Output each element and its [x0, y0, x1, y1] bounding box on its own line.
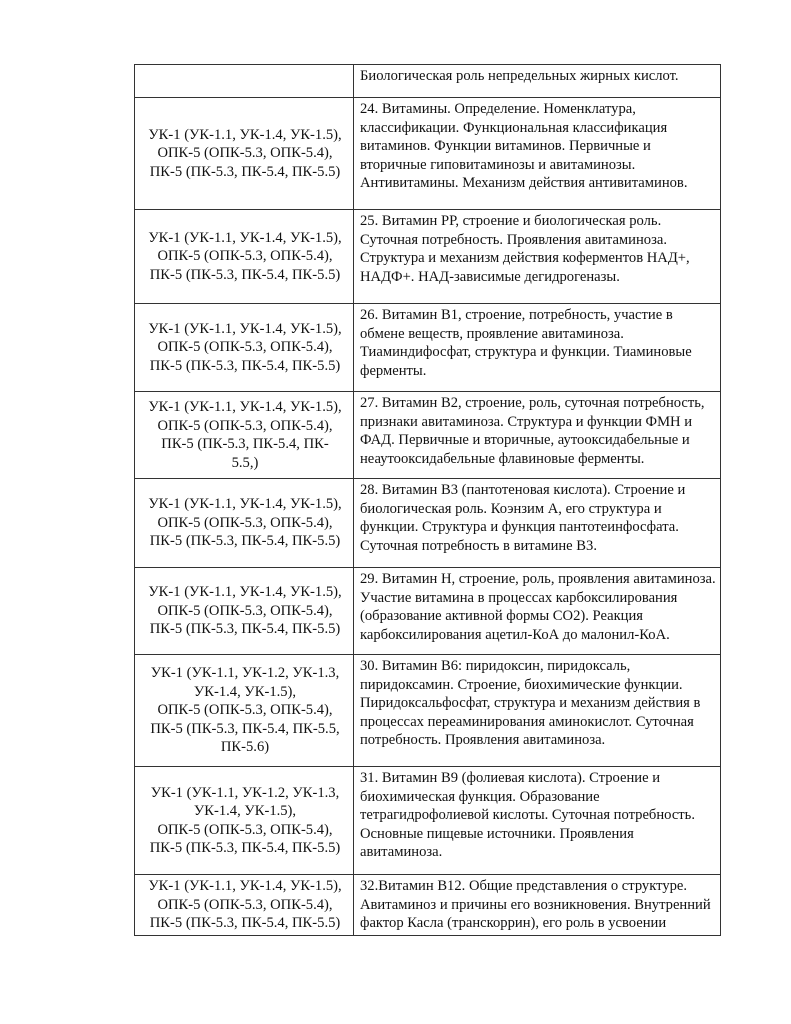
competency-codes-cell	[135, 65, 354, 98]
topic-line: Тиаминдифосфат, структура и функции. Тиаминовые	[360, 344, 692, 360]
topic-line: функции. Структура и функция пантотеинфосфата.	[360, 519, 679, 535]
table-row	[135, 65, 721, 98]
topic-cell	[354, 568, 721, 655]
competency-code-line: ОПК-5 (ОПК-5.3, ОПК-5.4),	[157, 417, 333, 434]
topic-line: тетрагидрофолиевой кислоты. Суточная потребность.	[360, 807, 695, 823]
competency-codes-cell	[135, 479, 354, 568]
topic-line: биохимическая функция. Образование	[360, 788, 600, 805]
table-row	[135, 875, 721, 936]
competency-code-line: ПК-5.6)	[220, 739, 270, 756]
topic-line: 25. Витамин РР, строение и биологическая роль.	[360, 213, 662, 229]
topic-cell	[354, 767, 721, 875]
topic-cell	[354, 65, 721, 98]
competency-code-line: УК-1 (УК-1.1, УК-1.2, УК-1.3,	[150, 784, 340, 801]
topic-line: (образование активной формы СО2). Реакция	[360, 608, 643, 624]
competency-code-line: ПК-5 (ПК-5.3, ПК-5.4, ПК-	[161, 436, 329, 452]
topic-line: Пиридоксальфосфат, структура и механизм действия в	[360, 695, 701, 711]
competency-code-line: ПК-5 (ПК-5.3, ПК-5.4, ПК-5.5)	[149, 840, 341, 856]
topic-line: 29. Витамин Н, строение, роль, проявления авитаминоза.	[360, 571, 716, 587]
competency-codes-cell	[135, 655, 354, 767]
competency-code-line: ПК-5 (ПК-5.3, ПК-5.4, ПК-5.5)	[149, 163, 341, 180]
topic-line: обмене веществ, проявление авитаминоза.	[360, 325, 624, 342]
competency-code-line: ОПК-5 (ОПК-5.3, ОПК-5.4),	[157, 896, 333, 913]
competency-code-line: УК-1 (УК-1.1, УК-1.4, УК-1.5),	[148, 496, 342, 513]
competency-code-line: УК-1.4, УК-1.5),	[193, 683, 297, 700]
topic-cell	[354, 304, 721, 392]
topic-line: Участие витамина в процессах карбоксилирования	[360, 589, 678, 606]
table-row	[135, 304, 721, 392]
topic-line: 32.Витамин В12. Общие представления о структуре.	[360, 878, 688, 894]
competency-code-line: УК-1 (УК-1.1, УК-1.2, УК-1.3,	[150, 665, 340, 682]
competency-code-line: УК-1 (УК-1.1, УК-1.4, УК-1.5),	[148, 584, 342, 601]
topic-cell	[354, 655, 721, 767]
topic-cell	[354, 98, 721, 210]
competency-code-line: УК-1 (УК-1.1, УК-1.4, УК-1.5),	[148, 399, 342, 415]
competency-codes-cell	[135, 875, 354, 936]
topic-line: Суточная потребность в витамине В3.	[360, 537, 597, 554]
competency-code-line: ПК-5 (ПК-5.3, ПК-5.4, ПК-5.5)	[149, 357, 341, 374]
topic-line: пиридоксамин. Строение, биохимические функции.	[360, 676, 683, 693]
topic-line: неаутооксидабельные флавиновые ферменты.	[360, 450, 645, 467]
topic-cell	[354, 210, 721, 304]
topic-line: 31. Витамин В9 (фолиевая кислота). Строение и	[360, 770, 661, 786]
competency-code-line: УК-1 (УК-1.1, УК-1.4, УК-1.5),	[148, 126, 342, 143]
competency-code-line: ПК-5 (ПК-5.3, ПК-5.4, ПК-5.5)	[149, 915, 341, 931]
competency-code-line: ОПК-5 (ОПК-5.3, ОПК-5.4),	[157, 514, 333, 531]
topic-line: 28. Витамин В3 (пантотеновая кислота). Строение и	[360, 482, 686, 498]
table-row	[135, 98, 721, 210]
competency-codes-cell	[135, 210, 354, 304]
topic-line: Биологическая роль непредельных жирных кислот.	[360, 68, 679, 84]
competency-codes-cell	[135, 304, 354, 392]
competency-code-line: ОПК-5 (ОПК-5.3, ОПК-5.4),	[157, 702, 333, 719]
topic-line: ферменты.	[360, 362, 427, 379]
table-row	[135, 568, 721, 655]
competency-code-line: УК-1.4, УК-1.5),	[193, 803, 297, 819]
topic-line: вторичные гиповитаминозы и авитаминозы.	[360, 156, 636, 173]
topic-line: Суточная потребность. Проявления авитаминоза.	[360, 231, 667, 248]
competency-code-line: ОПК-5 (ОПК-5.3, ОПК-5.4),	[157, 821, 333, 838]
topic-line: авитаминоза.	[360, 844, 443, 860]
competency-code-line: ПК-5 (ПК-5.3, ПК-5.4, ПК-5.5)	[149, 266, 341, 283]
competency-code-line: 5.5,)	[231, 454, 259, 471]
competency-topic-table	[134, 64, 721, 936]
topic-line: 27. Витамин В2, строение, роль, суточная потребность,	[360, 395, 705, 411]
topic-line: карбоксилирования ацетил-КоА до малонил-КоА.	[360, 626, 670, 643]
topic-line: классификации. Функциональная классификация	[360, 119, 668, 136]
topic-line: потребность. Проявления авитаминоза.	[360, 732, 606, 748]
topic-line: Авитаминоз и причины его возникновения. Внутренний	[360, 896, 711, 913]
competency-codes-cell	[135, 392, 354, 479]
table-row	[135, 210, 721, 304]
table-row	[135, 767, 721, 875]
topic-line: Основные пищевые источники. Проявления	[360, 825, 634, 842]
topic-cell	[354, 392, 721, 479]
competency-code-line: ОПК-5 (ОПК-5.3, ОПК-5.4),	[157, 145, 333, 162]
topic-line: процессах переаминирования аминокислот. Суточная	[360, 713, 694, 730]
table-row	[135, 392, 721, 479]
topic-line: Структура и механизм действия коферментов НАД+,	[360, 250, 690, 266]
competency-code-line: УК-1 (УК-1.1, УК-1.4, УК-1.5),	[148, 878, 342, 894]
competency-code-line: ОПК-5 (ОПК-5.3, ОПК-5.4),	[157, 602, 333, 619]
topic-line: 26. Витамин В1, строение, потребность, участие в	[360, 307, 673, 323]
topic-line: Антивитамины. Механизм действия антивитаминов.	[360, 175, 688, 191]
topic-line: биологическая роль. Коэнзим А, его структура и	[360, 500, 662, 517]
competency-codes-cell	[135, 767, 354, 875]
topic-line: витаминов. Функции витаминов. Первичные и	[360, 138, 651, 154]
competency-code-line: ОПК-5 (ОПК-5.3, ОПК-5.4),	[157, 339, 333, 356]
competency-code-line: ПК-5 (ПК-5.3, ПК-5.4, ПК-5.5,	[150, 720, 340, 737]
topic-line: 30. Витамин В6: пиридоксин, пиридоксаль,	[360, 658, 631, 674]
competency-code-line: ПК-5 (ПК-5.3, ПК-5.4, ПК-5.5)	[149, 621, 341, 638]
table-row	[135, 655, 721, 767]
topic-line: ФАД. Первичные и вторичные, аутооксидабельные и	[360, 432, 690, 448]
topic-line: фактор Касла (транскоррин), его роль в усвоении	[360, 915, 667, 931]
competency-code-line: УК-1 (УК-1.1, УК-1.4, УК-1.5),	[148, 320, 342, 337]
competency-codes-cell	[135, 568, 354, 655]
table-row	[135, 479, 721, 568]
topic-cell	[354, 875, 721, 936]
competency-code-line: ОПК-5 (ОПК-5.3, ОПК-5.4),	[157, 248, 333, 265]
competency-code-line: УК-1 (УК-1.1, УК-1.4, УК-1.5),	[148, 229, 342, 246]
competency-codes-cell	[135, 98, 354, 210]
topic-line: признаки авитаминоза. Структура и функции ФМН и	[360, 413, 693, 430]
topic-line: НАДФ+. НАД-зависимые дегидрогеназы.	[360, 268, 620, 285]
topic-cell	[354, 479, 721, 568]
topic-line: 24. Витамины. Определение. Номенклатура,	[360, 101, 636, 117]
competency-code-line: ПК-5 (ПК-5.3, ПК-5.4, ПК-5.5)	[149, 533, 341, 550]
